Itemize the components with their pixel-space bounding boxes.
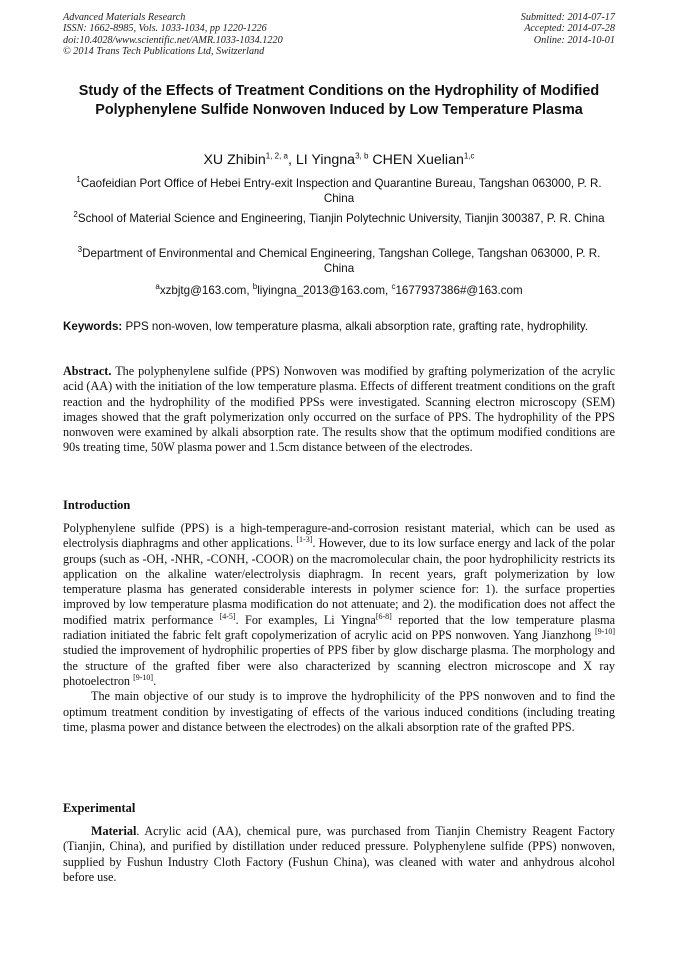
affiliation-text: Department of Environmental and Chemical Engineering, Tangshan College, Tangshan 063000, P. R. China bbox=[82, 247, 601, 275]
body-text: studied the improvement of hydrophilic properties of PPS fiber by glow discharge plasma. The morphology and the structure of the grafted fiber were also characterized by scanning electron microscope and X ray photoelectron bbox=[63, 643, 615, 688]
experimental-body bbox=[63, 824, 615, 885]
email-address: liyingna_2013@163.com, bbox=[257, 284, 392, 297]
keywords-label: Keywords: bbox=[63, 320, 123, 333]
author-affiliation-marker: 3, b bbox=[355, 151, 369, 161]
affiliation-text: School of Material Science and Engineering, Tianjin Polytechnic University, Tianjin 300387, P. R. China bbox=[77, 212, 605, 225]
author-separator: , bbox=[288, 152, 296, 168]
affiliation-1 bbox=[63, 176, 615, 206]
accepted-date: Accepted: 2014-07-28 bbox=[524, 23, 615, 35]
author-name: CHEN Xuelian bbox=[372, 152, 464, 168]
author-affiliation-marker: 1,c bbox=[463, 151, 475, 161]
citation: [4-5] bbox=[219, 611, 236, 621]
author-name: LI Yingna bbox=[295, 152, 356, 168]
abstract-block bbox=[63, 364, 615, 456]
affiliation-marker: 3 bbox=[77, 245, 83, 255]
body-text: reported that the low temperature plasma radiation initiated the fabric felt graft copolymerization of acrylic acid on PPS nonwoven. Yang Jianzhong bbox=[63, 612, 615, 643]
affiliation-2 bbox=[63, 211, 615, 226]
author-affiliation-marker: 1, 2, a bbox=[265, 151, 289, 161]
abstract-label: Abstract. bbox=[63, 364, 112, 378]
doi-line: doi:10.4028/www.scientific.net/AMR.1033-1034.1220 bbox=[63, 34, 283, 46]
issn-line: ISSN: 1662-8985, Vols. 1033-1034, pp 1220-1226 bbox=[63, 23, 267, 35]
citation: [1-3] bbox=[296, 535, 313, 545]
affiliation-marker: 1 bbox=[76, 175, 81, 185]
introduction-paragraph-1 bbox=[63, 521, 615, 689]
email-address: xzbjtg@163.com, bbox=[159, 284, 253, 297]
email-marker: c bbox=[391, 282, 396, 292]
material-label: Material bbox=[91, 824, 137, 838]
body-text: Polyphenylene sulfide (PPS) is a high-temperagure-and-corrosion resistant material, which can be used as electrolysis diaphragms and other applications. bbox=[63, 521, 615, 551]
journal-header-left bbox=[63, 12, 393, 58]
introduction-body bbox=[63, 521, 615, 735]
journal-header-right bbox=[415, 12, 615, 46]
material-text: . Acrylic acid (AA), chemical pure, was purchased from Tianjin Chemistry Reagent Factory (Tianjin, China), and purified by distillation under reduced pressure. Polyphenylene sulfide (PPS) nonwoven, supplied by Fushun Industry Cloth Factory (Fushun China), was cleaned with water and anhydrous alcohol before use. bbox=[63, 824, 615, 884]
affiliation-3 bbox=[63, 246, 615, 276]
author-emails bbox=[63, 283, 615, 298]
affiliation-text: Caofeidian Port Office of Hebei Entry-exit Inspection and Quarantine Bureau, Tangshan 063000, P. R. China bbox=[80, 177, 602, 205]
citation: [9-10] bbox=[133, 672, 154, 682]
abstract-text: The polyphenylene sulfide (PPS) Nonwoven was modified by grafting polymerization of the acrylic acid (AA) with the initiation of the low temperature plasma. Effects of different treatment conditions on the graft reaction and the hydrophility of the modified PPSs were investigated. Scanning electron microscopy (SEM) images showed that the graft polymerization only occurred on the surface of PPS. The hydrophility of the PPS nonwoven were examined by alkali absorption rate. The results show that the optimum modified conditions are 90s treating time, 50W plasma power and 1.5cm distance between of the electrodes. bbox=[63, 364, 615, 455]
author-name: XU Zhibin bbox=[203, 152, 266, 168]
citation: [9-10] bbox=[595, 627, 615, 637]
email-marker: a bbox=[155, 282, 160, 292]
body-text: . bbox=[153, 673, 157, 688]
introduction-paragraph-2: The main objective of our study is to improve the hydrophilicity of the PPS nonwoven and to find the optimum treatment condition by investigating of effects of the various induced conditions (including treating time, plasma power and distance between the electrodes) on the alkali absorption rate of the grafted PPS. bbox=[63, 689, 615, 734]
introduction-heading: Introduction bbox=[63, 498, 131, 512]
copyright-line: © 2014 Trans Tech Publications Ltd, Switzerland bbox=[63, 46, 265, 58]
author-list bbox=[60, 151, 618, 169]
online-date: Online: 2014-10-01 bbox=[533, 34, 615, 46]
paper-title: Study of the Effects of Treatment Conditions on the Hydrophility of Modified Polyphenylene Sulfide Nonwoven Induced by Low Temperature Plasma bbox=[78, 83, 600, 118]
body-text: . However, due to its low surface energy and lack of the polar groups (such as -OH, -NHR, -CONH, -COOR) on the macromolecular chain, the poor hydrophilicity restricts its application on the alkaline water/electrolysis diaphragm. In recent years, graft polymerization by low temperature plasma has generated considerable interests in polymer science for: 1). the surface properties improved by low temperature plasma modification do not attenuate; and 2). the modification does not affect the modified matrix performance bbox=[63, 536, 615, 627]
keywords-text: PPS non-woven, low temperature plasma, alkali absorption rate, grafting rate, hydrophility. bbox=[122, 320, 588, 333]
email-address: 1677937386#@163.com bbox=[395, 284, 523, 297]
affiliation-marker: 2 bbox=[73, 210, 78, 220]
material-paragraph bbox=[63, 824, 615, 885]
experimental-heading: Experimental bbox=[63, 801, 136, 815]
keywords-block bbox=[63, 319, 615, 334]
submitted-date: Submitted: 2014-07-17 bbox=[520, 12, 615, 23]
body-text: . For examples, Li Yingna bbox=[235, 612, 376, 627]
citation: [6-8] bbox=[375, 611, 392, 621]
email-marker: b bbox=[252, 282, 258, 292]
journal-name: Advanced Materials Research bbox=[63, 12, 186, 23]
